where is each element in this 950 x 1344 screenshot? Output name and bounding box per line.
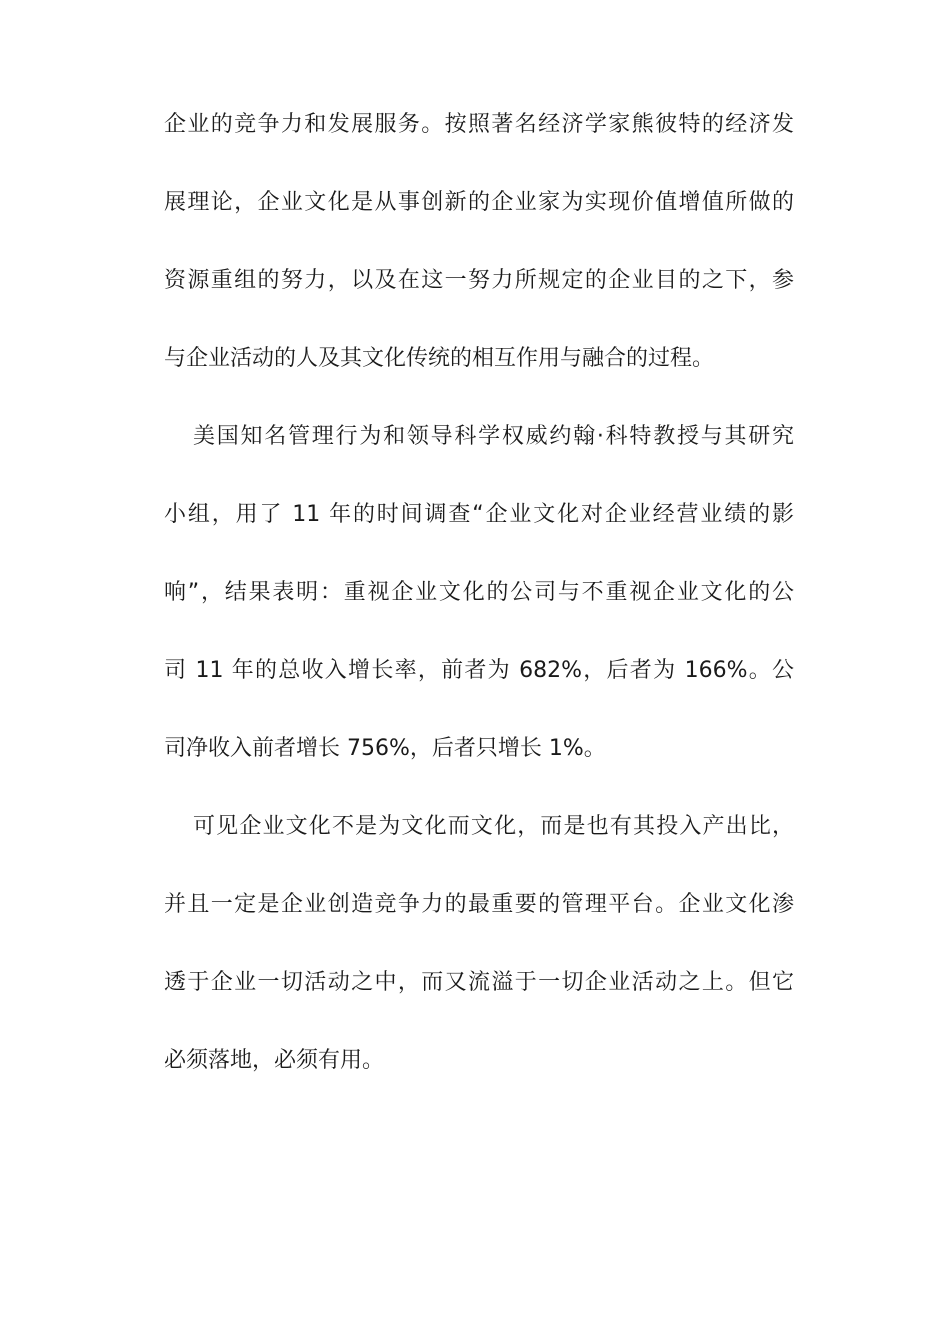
paragraph-2 <box>164 424 794 762</box>
text-line: 必须落地，必须有用。 <box>164 1048 385 1073</box>
paragraph-1 <box>164 112 794 372</box>
text-line: 展理论，企业文化是从事创新的企业家为实现价值增值所做的 <box>164 190 794 215</box>
text-line: 司净收入前者增长 756%，后者只增长 1%。 <box>164 736 606 761</box>
text-line: 透于企业一切活动之中，而又流溢于一切企业活动之上。但它 <box>164 970 794 995</box>
text-line: 企业的竞争力和发展服务。按照著名经济学家熊彼特的经济发 <box>164 112 794 137</box>
text-line: 司 11 年的总收入增长率，前者为 682%，后者为 166%。公 <box>164 658 794 683</box>
document-body <box>164 112 794 1126</box>
text-line: 与企业活动的人及其文化传统的相互作用与融合的过程。 <box>164 346 715 371</box>
text-line: 可见企业文化不是为文化而文化，而是也有其投入产出比， <box>193 814 794 839</box>
text-line: 美国知名管理行为和领导科学权威约翰·科特教授与其研究 <box>193 424 794 449</box>
text-line: 并且一定是企业创造竞争力的最重要的管理平台。企业文化渗 <box>164 892 794 917</box>
text-line: 小组，用了 11 年的时间调查“企业文化对企业经营业绩的影 <box>164 502 794 527</box>
text-line: 响”，结果表明：重视企业文化的公司与不重视企业文化的公 <box>164 580 794 605</box>
text-line: 资源重组的努力，以及在这一努力所规定的企业目的之下，参 <box>164 268 794 293</box>
paragraph-3 <box>164 814 794 1074</box>
